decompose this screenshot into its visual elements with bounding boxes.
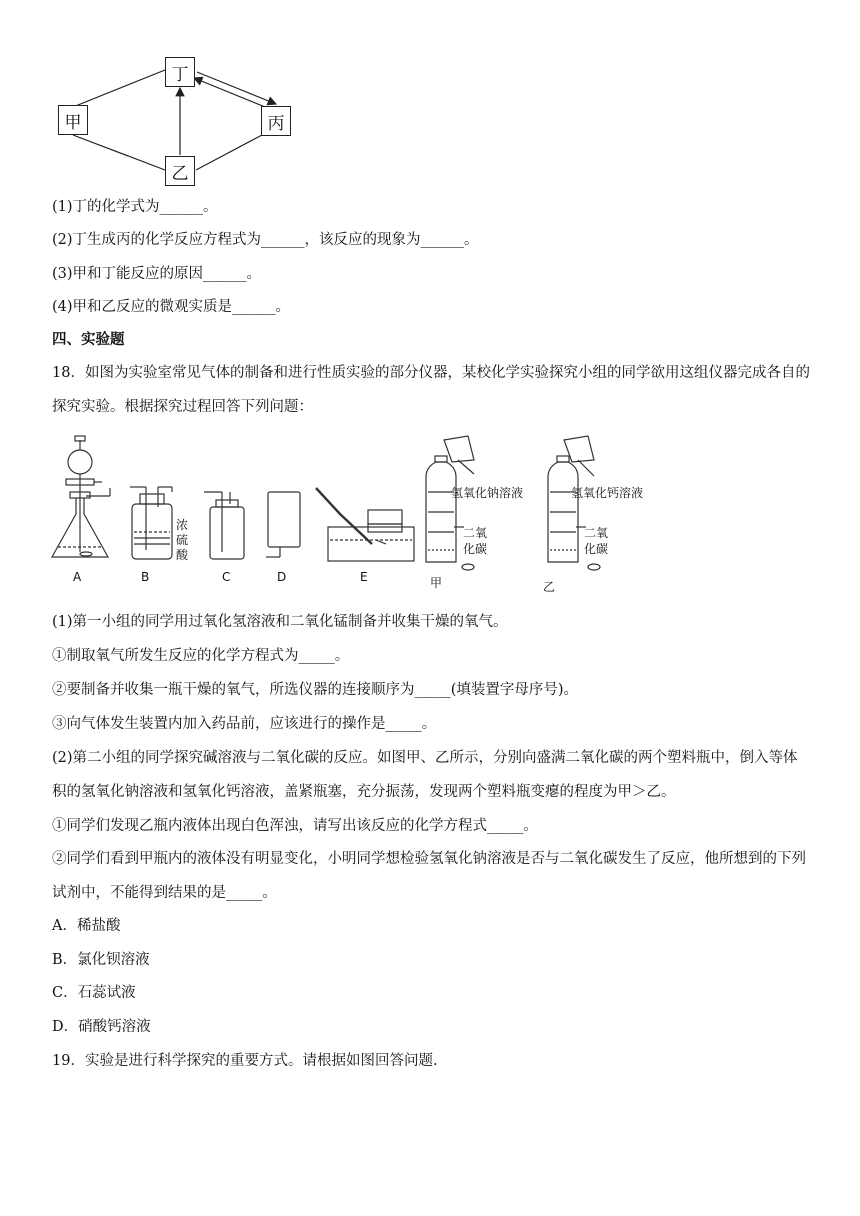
label-b: B: [141, 570, 150, 584]
line-jia-yi: [73, 135, 165, 170]
q17-part3: (3)甲和丁能反应的原因______。: [52, 266, 262, 282]
node-jia: 甲: [58, 105, 88, 135]
node-bing: 丙: [261, 106, 291, 136]
option-a: A．稀盐酸: [52, 918, 121, 934]
label-a: A: [73, 570, 82, 584]
label-d: D: [277, 570, 287, 584]
q18-part1-1: ①制取氧气所发生反应的化学方程式为_____。: [52, 648, 350, 664]
q17-part2: (2)丁生成丙的化学反应方程式为______，该反应的现象为______。: [52, 232, 479, 248]
apparatus-b: [130, 487, 172, 559]
label-co2-jia: 二氧化碳: [463, 526, 488, 556]
option-b: B．氯化钡溶液: [52, 952, 150, 968]
line-yi-bing: [196, 135, 262, 170]
label-yi: 乙: [543, 580, 556, 594]
q18-stem: 18．如图为实验室常见气体的制备和进行性质实验的部分仪器，某校化学实验探究小组的同学欲用这组仪器完成各自的探究实验。根据探究过程回答下列问题：: [52, 365, 810, 415]
arrow-ding-to-bing: [197, 72, 276, 104]
label-co2-yi: 二氧化碳: [584, 526, 609, 556]
label-c: C: [222, 570, 231, 584]
apparatus-a: [52, 436, 110, 557]
q17-part1: (1)丁的化学式为______。: [52, 199, 218, 215]
node-ding: 丁: [165, 57, 195, 87]
q18-part1: (1)第一小组的同学用过氧化氢溶液和二氧化锰制备并收集干燥的氧气。: [52, 614, 508, 630]
node-yi: 乙: [165, 156, 195, 186]
arrow-bing-to-ding: [194, 78, 270, 109]
q18-part2-1: ①同学们发现乙瓶内液体出现白色浑浊，请写出该反应的化学方程式_____。: [52, 818, 538, 834]
q17-part4: (4)甲和乙反应的微观实质是______。: [52, 299, 291, 315]
section-heading: 四、实验题: [52, 332, 125, 348]
line-jia-ding: [73, 70, 165, 107]
apparatus-d: [266, 492, 300, 557]
diagram-connectors: [0, 0, 300, 190]
option-d: D．硝酸钙溶液: [52, 1019, 151, 1035]
apparatus-c: [204, 492, 244, 559]
apparatus-e: [316, 488, 414, 561]
q18-part1-3: ③向气体发生装置内加入药品前，应该进行的操作是_____。: [52, 716, 437, 732]
label-caoh-solution: 氢氧化钙溶液: [571, 486, 644, 500]
q18-part1-2: ②要制备并收集一瓶干燥的氧气，所选仪器的连接顺序为_____(填装置字母序号)。: [52, 682, 579, 698]
q18-part2-2: ②同学们看到甲瓶内的液体没有明显变化，小明同学想检验氢氧化钠溶液是否与二氧化碳发生了反应，他所想到的下列试剂中，不能得到结果的是_____。: [52, 851, 806, 901]
q18-part2: (2)第二小组的同学探究碱溶液与二氧化碳的反应。如图甲、乙所示，分别向盛满二氧化碳的两个塑料瓶中，倒入等体积的氢氧化钠溶液和氢氧化钙溶液，盖紧瓶塞，充分振荡，发现两个塑料瓶变瘪的程度为甲＞乙。: [52, 750, 798, 800]
label-e: E: [360, 570, 368, 584]
label-jia: 甲: [430, 576, 443, 590]
option-c: C．石蕊试液: [52, 985, 136, 1001]
label-naoh-solution: 氢氧化钠溶液: [451, 486, 524, 500]
q19-stem: 19．实验是进行科学探究的重要方式。请根据如图回答问题.: [52, 1053, 438, 1069]
label-conc-sulfuric-acid: 浓硫酸: [176, 518, 189, 562]
